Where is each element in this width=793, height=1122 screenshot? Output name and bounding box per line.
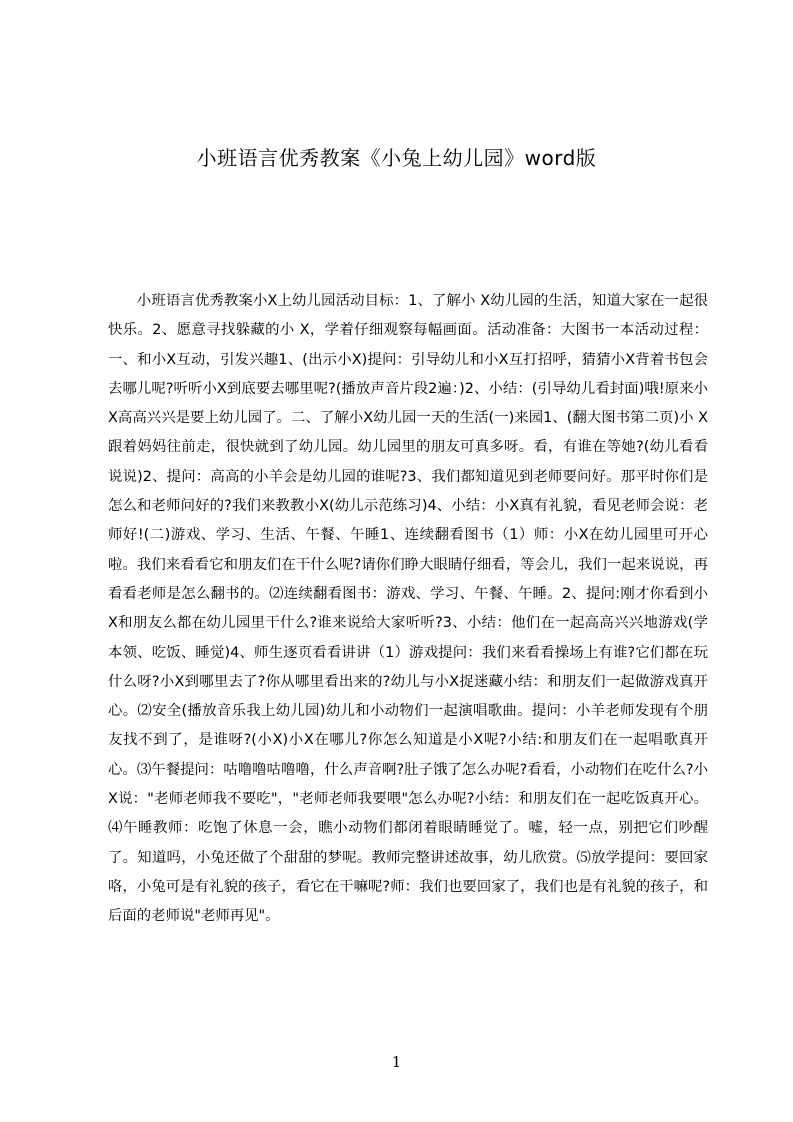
document-body-paragraph: 小班语言优秀教案小X上幼儿园活动目标：1、了解小 X幼儿园的生活，知道大家在一起很快乐。2、愿意寻找躲藏的小 X，学着仔细观察每幅画面。活动准备：大图书一本活动过程：一、和小X互动，引发兴趣1、(出示小X)提问：引导幼儿和小X互打招呼，猜猜小X背着书包会去哪儿呢?听听小X到底要去哪里呢?(播放声音片段2遍：)2、小结：(引导幼儿看封面)哦!原来小 X高高兴兴是要上幼儿园了。二、了解小X幼儿园一天的生活(一)来园1、(翻大图书第二页)小 X跟着妈妈往前走，很快就到了幼儿园。幼儿园里的朋友可真多呀。看，有谁在等她?(幼儿看看说说)2、提问：高高的小羊会是幼儿园的谁呢?3、我们都知道见到老师要问好。那平时你们是怎么和老师问好的?我们来教教小X(幼儿示范练习)4、小结：小X真有礼貌，看见老师会说：老师好!(二)游戏、学习、生活、午餐、午睡1、连续翻看图书（1）师：小X在幼儿园里可开心啦。我们来看看它和朋友们在干什么呢?请你们睁大眼睛仔细看，等会儿，我们一起来说说，再看看老师是怎么翻书的。⑵连续翻看图书：游戏、学习、午餐、午睡。2、提问:刚才你看到小 X和朋友么都在幼儿园里干什么?谁来说给大家听听?3、小结：他们在一起高高兴兴地游戏(学本领、吃饭、睡觉)4、师生逐页看看讲讲（1）游戏提问：我们来看看操场上有谁?它们都在玩什么呀?小X到哪里去了?你从哪里看出来的?幼儿与小X捉迷藏小结：和朋友们一起做游戏真开心。⑵安全(播放音乐我上幼儿园)幼儿和小动物们一起演唱歌曲。提问：小羊老师发现有个朋友找不到了，是谁呀?(小X)小X在哪儿?你怎么知道是小X呢?小结:和朋友们在一起唱歌真开心。⑶午餐提问：咕噜噜咕噜噜，什么声音啊?肚子饿了怎么办呢?看看，小动物们在吃什么?小X说："老师老师我不要吃"，"老师老师我要喂"怎么办呢?小结：和朋友们在一起吃饭真开心。⑷午睡教师：吃饱了休息一会，瞧小动物们都闭着眼睛睡觉了。嘘，轻一点，别把它们吵醒了。知道吗，小兔还做了个甜甜的梦呢。教师完整讲述故事，幼儿欣赏。⑸放学提问：要回家咯，小兔可是有礼貌的孩子，看它在干嘛呢?师：我们也要回家了，我们也是有礼貌的孩子，和后面的老师说"老师再见"。 [108,293,708,925]
document-title: 小班语言优秀教案《小兔上幼儿园》word版 [196,146,597,170]
page-number: 1 [391,1053,402,1071]
